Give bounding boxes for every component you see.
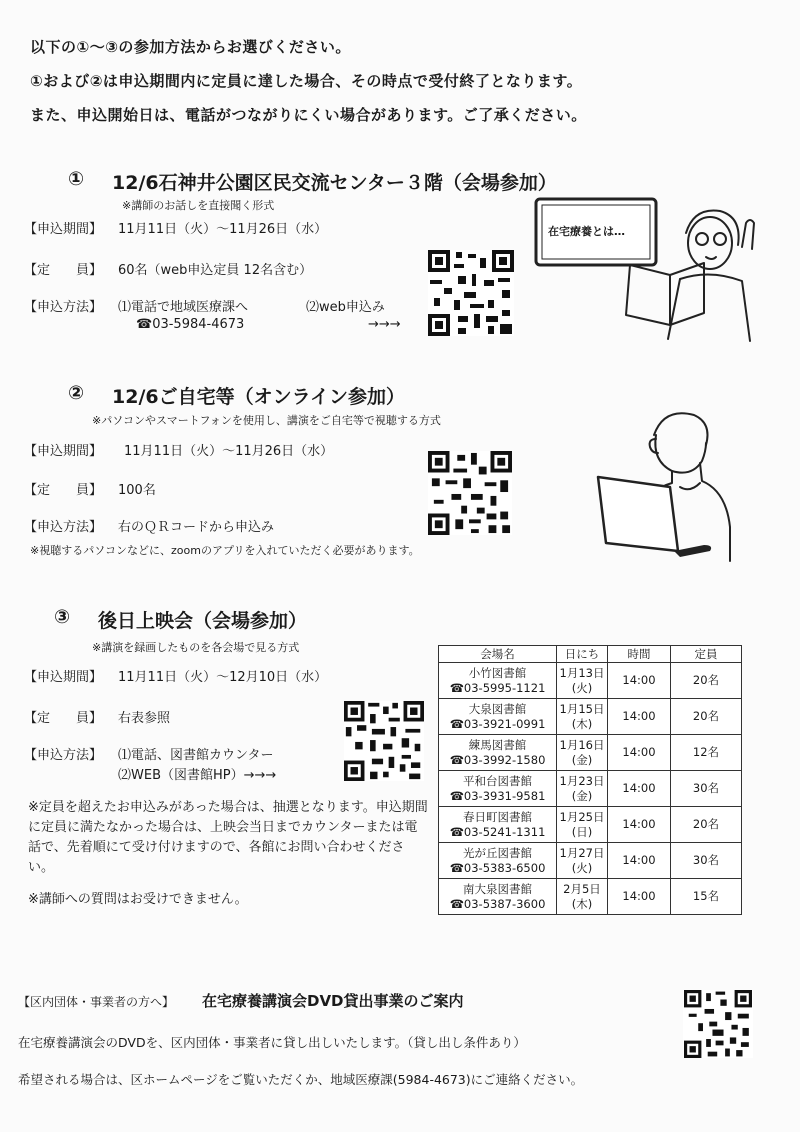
section3-method-label: 【申込方法】 bbox=[24, 748, 103, 763]
section3-question-note: ※講師への質問はお受けできません。 bbox=[28, 892, 248, 907]
venue-date: 1月25日 bbox=[559, 809, 605, 824]
dvd-line-1: 在宅療養講演会のDVDを、区内団体・事業者に貸し出しいたします。（貸し出し条件あり） bbox=[18, 1035, 526, 1050]
table-row bbox=[439, 879, 742, 915]
qr-code-icon[interactable] bbox=[683, 990, 753, 1058]
section1-note: ※講師のお話しを直接聞く形式 bbox=[122, 199, 275, 212]
venue-time: 14:00 bbox=[608, 699, 671, 735]
venue-date: 2月5日 bbox=[563, 881, 601, 896]
section2-method-label: 【申込方法】 bbox=[24, 520, 103, 535]
table-row bbox=[439, 843, 742, 879]
dvd-line-2: 希望される場合は、区ホームページをご覧いただくか、地域医療課(5984-4673)にご連絡ください。 bbox=[18, 1072, 584, 1087]
venue-time: 14:00 bbox=[608, 735, 671, 771]
venue-date: 1月23日 bbox=[559, 773, 605, 788]
venue-name: 南大泉図書館 bbox=[463, 881, 532, 896]
section3-period-label: 【申込期間】 bbox=[24, 670, 103, 685]
venue-time: 14:00 bbox=[608, 879, 671, 915]
section2-method: 右のＱＲコードから申込み bbox=[118, 520, 275, 535]
venue-dow: (金) bbox=[571, 752, 593, 767]
intro-line-2: ①および②は申込期間内に定員に達した場合、その時点で受付終了となります。 bbox=[30, 72, 583, 90]
section1-capacity-label: 【定 員】 bbox=[24, 263, 103, 278]
intro-line-1: 以下の①～③の参加方法からお選びください。 bbox=[30, 38, 351, 56]
table-row bbox=[439, 735, 742, 771]
venue-dow: (金) bbox=[571, 788, 593, 803]
section1-number: ① bbox=[68, 168, 85, 190]
venue-date: 1月15日 bbox=[559, 701, 605, 716]
section3-note: ※講演を録画したものを各会場で見る方式 bbox=[92, 641, 300, 654]
section3-title: 後日上映会（会場参加） bbox=[98, 610, 308, 632]
venue-tel: ☎03-5241-1311 bbox=[449, 824, 546, 839]
qr-code-icon[interactable] bbox=[428, 250, 514, 336]
table-row bbox=[439, 663, 742, 699]
section1-method-phone: ⑴電話で地域医療課へ bbox=[118, 300, 249, 315]
section3-lottery-note: ※定員を超えたお申込みがあった場合は、抽選となります。申込期間に定員に満たなかった場合は、上映会当日までカウンターまたは電話で、先着順にて受け付けますので、各館にお問い合わせください。 bbox=[28, 800, 428, 875]
dvd-label: 【区内団体・事業者の方へ】 bbox=[18, 995, 175, 1009]
section1-period: 11月11日（火）～11月26日（水） bbox=[118, 222, 328, 237]
venue-date: 1月16日 bbox=[559, 737, 605, 752]
venue-capacity: 30名 bbox=[671, 843, 742, 879]
section2-zoom-note: ※視聴するパソコンなどに、zoomのアプリを入れていただく必要があります。 bbox=[30, 544, 420, 557]
table-header-date: 日にち bbox=[557, 646, 608, 663]
venue-name: 光が丘図書館 bbox=[463, 845, 532, 860]
section2-period: 11月11日（火）～11月26日（水） bbox=[124, 444, 334, 459]
venue-capacity: 15名 bbox=[671, 879, 742, 915]
venue-name: 春日町図書館 bbox=[463, 809, 532, 824]
venue-name: 平和台図書館 bbox=[463, 773, 532, 788]
venue-table bbox=[438, 645, 742, 915]
qr-code-icon[interactable] bbox=[344, 701, 424, 781]
section1-method-label: 【申込方法】 bbox=[24, 300, 103, 315]
venue-dow: (火) bbox=[571, 680, 593, 695]
venue-dow: (木) bbox=[571, 716, 593, 731]
venue-name: 小竹図書館 bbox=[468, 665, 527, 680]
table-header-capacity: 定員 bbox=[671, 646, 742, 663]
qr-code-icon[interactable] bbox=[428, 451, 512, 535]
section2-number: ② bbox=[68, 382, 85, 404]
venue-capacity: 12名 bbox=[671, 735, 742, 771]
venue-capacity: 20名 bbox=[671, 699, 742, 735]
laptop-user-illustration bbox=[590, 405, 755, 569]
venue-capacity: 30名 bbox=[671, 771, 742, 807]
venue-tel: ☎03-3921-0991 bbox=[449, 716, 546, 731]
intro-line-3: また、申込開始日は、電話がつながりにくい場合があります。ご了承ください。 bbox=[30, 106, 587, 124]
venue-time: 14:00 bbox=[608, 663, 671, 699]
teacher-illustration bbox=[530, 185, 765, 349]
section2-capacity-label: 【定 員】 bbox=[24, 483, 103, 498]
venue-tel: ☎03-5387-3600 bbox=[449, 896, 546, 911]
section3-number: ③ bbox=[54, 606, 71, 628]
section1-capacity: 60名（web申込定員 12名含む） bbox=[118, 263, 313, 278]
section2-note: ※パソコンやスマートフォンを使用し、講演をご自宅等で視聴する方式 bbox=[92, 414, 441, 427]
venue-tel: ☎03-5383-6500 bbox=[449, 860, 546, 875]
venue-capacity: 20名 bbox=[671, 663, 742, 699]
section2-period-label: 【申込期間】 bbox=[24, 444, 103, 459]
section3-method-1: ⑴電話、図書館カウンター bbox=[118, 748, 274, 763]
section3-method-2: ⑵WEB（図書館HP）→→→ bbox=[118, 768, 277, 783]
dvd-title: 在宅療養講演会DVD貸出事業のご案内 bbox=[202, 992, 464, 1010]
board-text: 在宅療養とは… bbox=[548, 225, 625, 238]
venue-dow: (火) bbox=[571, 860, 593, 875]
venue-date: 1月27日 bbox=[559, 845, 605, 860]
table-header-time: 時間 bbox=[608, 646, 671, 663]
venue-date: 1月13日 bbox=[559, 665, 605, 680]
venue-tel: ☎03-3931-9581 bbox=[449, 788, 546, 803]
section3-capacity: 右表参照 bbox=[118, 711, 171, 726]
section1-title: 12/6石神井公園区民交流センター３階（会場参加） bbox=[112, 172, 557, 194]
venue-dow: (日) bbox=[571, 824, 593, 839]
table-header-venue: 会場名 bbox=[439, 646, 557, 663]
venue-dow: (木) bbox=[571, 896, 593, 911]
venue-name: 大泉図書館 bbox=[468, 701, 527, 716]
table-row bbox=[439, 807, 742, 843]
venue-time: 14:00 bbox=[608, 771, 671, 807]
venue-capacity: 20名 bbox=[671, 807, 742, 843]
section2-capacity: 100名 bbox=[118, 483, 156, 498]
section1-period-label: 【申込期間】 bbox=[24, 222, 103, 237]
section1-tel: ☎03-5984-4673 bbox=[136, 317, 245, 332]
venue-name: 練馬図書館 bbox=[468, 737, 527, 752]
venue-tel: ☎03-3992-1580 bbox=[449, 752, 546, 767]
section1-method-web: ⑵web申込み bbox=[306, 300, 385, 315]
section2-title: 12/6ご自宅等（オンライン参加） bbox=[112, 386, 406, 408]
venue-time: 14:00 bbox=[608, 843, 671, 879]
table-row bbox=[439, 771, 742, 807]
venue-tel: ☎03-5995-1121 bbox=[449, 680, 546, 695]
section1-arrow: →→→ bbox=[368, 317, 401, 332]
venue-time: 14:00 bbox=[608, 807, 671, 843]
section3-period: 11月11日（火）～12月10日（水） bbox=[118, 670, 328, 685]
table-row bbox=[439, 699, 742, 735]
section3-capacity-label: 【定 員】 bbox=[24, 711, 103, 726]
